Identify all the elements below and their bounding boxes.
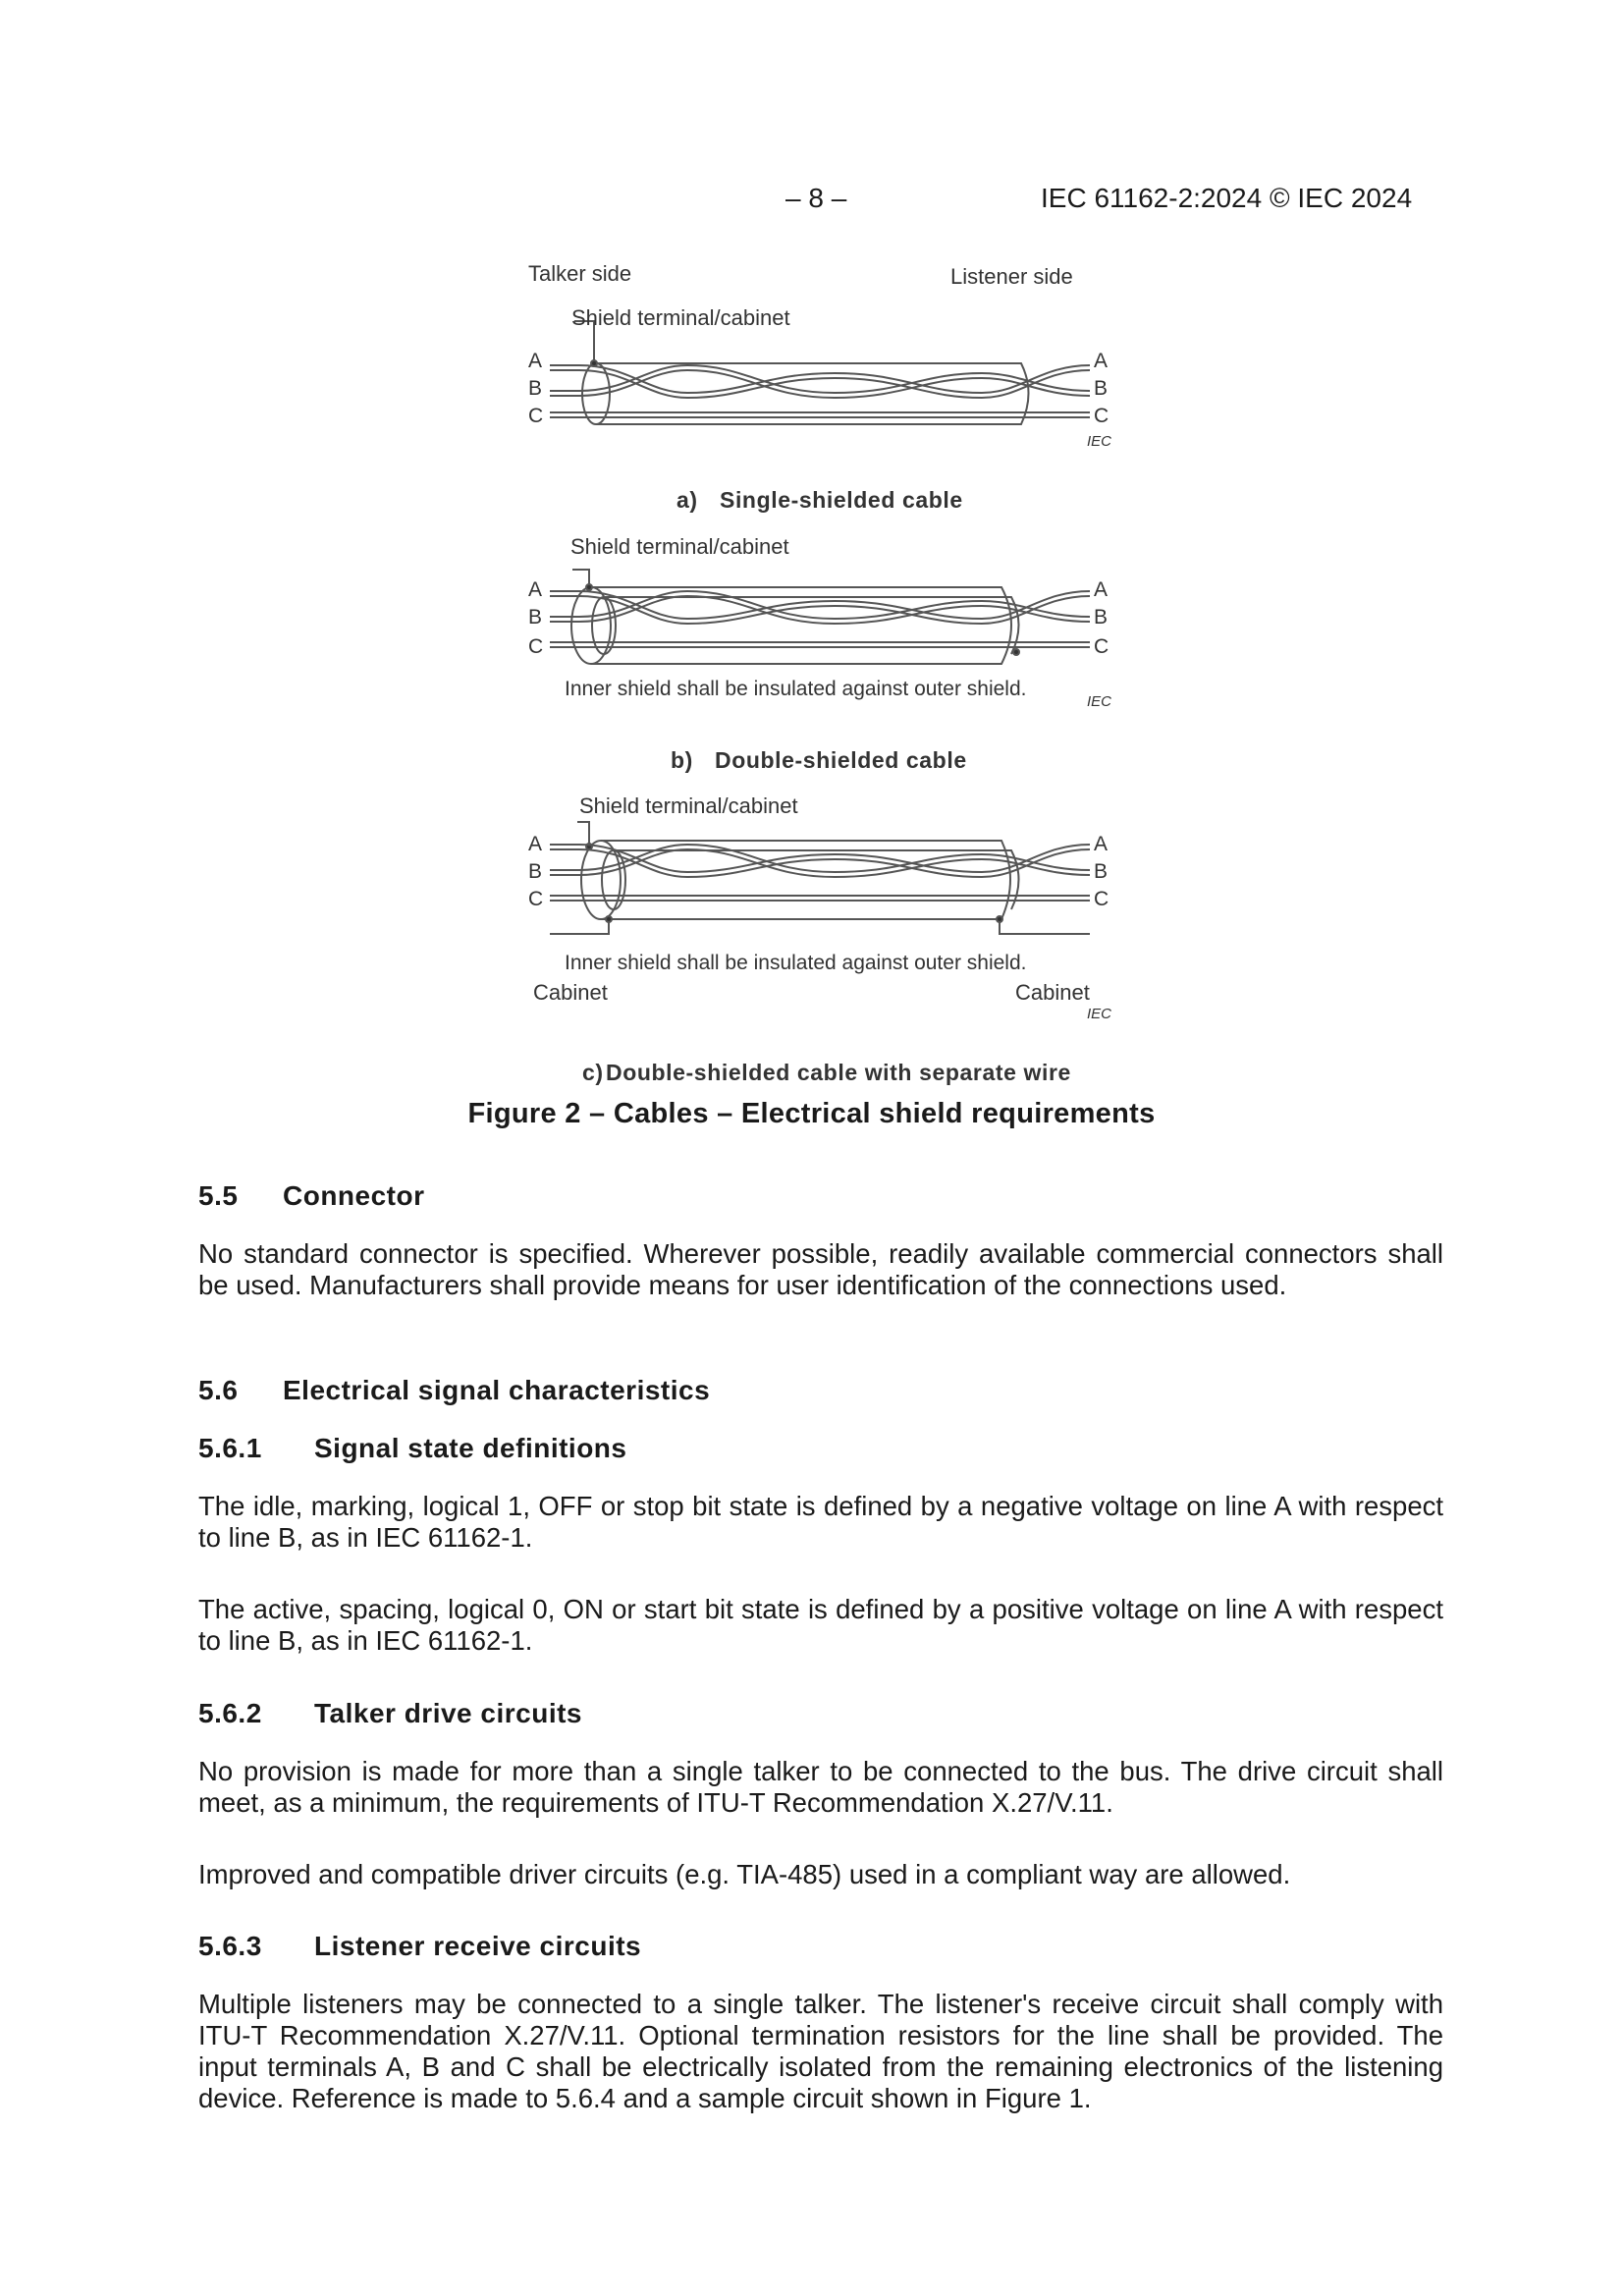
heading-5-6-1-number: 5.6.1 bbox=[198, 1433, 262, 1463]
heading-5-6-1-title: Signal state definitions bbox=[314, 1433, 627, 1463]
caption-c-text: Double-shielded cable with separate wire bbox=[606, 1060, 1071, 1085]
iec-mark-c: IEC bbox=[1087, 1006, 1112, 1022]
label-shield-terminal-b: Shield terminal/cabinet bbox=[570, 534, 789, 559]
caption-b-text: Double-shielded cable bbox=[715, 747, 967, 773]
panel-a-drawing bbox=[550, 321, 1090, 424]
label-a-left-a: A bbox=[528, 350, 543, 372]
heading-5-6-2-title: Talker drive circuits bbox=[314, 1698, 582, 1728]
label-c-right-b: B bbox=[1094, 860, 1109, 883]
label-a-right-c: C bbox=[1094, 405, 1109, 427]
label-c-left-c: C bbox=[528, 888, 544, 910]
iec-mark-a: IEC bbox=[1087, 433, 1112, 450]
heading-5-5-number: 5.5 bbox=[198, 1180, 239, 1211]
para-5-6-1-a: The idle, marking, logical 1, OFF or stop bit state is defined by a negative voltage on line A with respect to line B, as in IEC 61162-1. bbox=[198, 1491, 1443, 1553]
heading-5-6-2 bbox=[198, 1698, 582, 1729]
label-b-right-b: B bbox=[1094, 606, 1109, 629]
label-a-right-b: B bbox=[1094, 377, 1109, 400]
label-c-left-a: A bbox=[528, 833, 543, 855]
panel-b-drawing bbox=[550, 570, 1090, 664]
caption-a-text: Single-shielded cable bbox=[720, 487, 963, 513]
caption-a-letter: a) bbox=[676, 487, 698, 513]
label-talker-side: Talker side bbox=[528, 261, 632, 286]
para-5-5: No standard connector is specified. Wherever possible, readily available commercial connectors shall be used. Manufacturers shall provide means for user identification of the connections used. bbox=[198, 1238, 1443, 1300]
heading-5-6-2-number: 5.6.2 bbox=[198, 1698, 262, 1728]
panel-c-drawing bbox=[550, 822, 1090, 934]
label-shield-terminal-c: Shield terminal/cabinet bbox=[579, 793, 798, 818]
para-5-6-1-b: The active, spacing, logical 0, ON or start bit state is defined by a positive voltage on line A with respect to line B, as in IEC 61162-1. bbox=[198, 1594, 1443, 1656]
heading-5-5 bbox=[198, 1180, 425, 1212]
para-5-6-2-b: Improved and compatible driver circuits (e.g. TIA-485) used in a compliant way are allowed. bbox=[198, 1859, 1291, 1889]
heading-5-6-title: Electrical signal characteristics bbox=[283, 1375, 711, 1405]
document-id: IEC 61162-2:2024 © IEC 2024 bbox=[1041, 183, 1413, 213]
heading-5-6-3-title: Listener receive circuits bbox=[314, 1931, 642, 1961]
iec-mark-b: IEC bbox=[1087, 693, 1112, 710]
heading-5-6-number: 5.6 bbox=[198, 1375, 239, 1405]
figure-cables-shield bbox=[0, 0, 1623, 1090]
label-shield-terminal-a: Shield terminal/cabinet bbox=[571, 305, 790, 330]
label-b-left-a: A bbox=[528, 578, 543, 601]
label-c-right-c: C bbox=[1094, 888, 1109, 910]
label-cabinet-right: Cabinet bbox=[1015, 980, 1090, 1005]
note-insulation-b: Inner shield shall be insulated against outer shield. bbox=[565, 678, 1027, 700]
label-listener-side: Listener side bbox=[950, 264, 1073, 289]
label-c-right-a: A bbox=[1094, 833, 1109, 855]
label-a-right-a: A bbox=[1094, 350, 1109, 372]
label-b-left-c: C bbox=[528, 635, 544, 658]
para-5-6-3: Multiple listeners may be connected to a single talker. The listener's receive circuit shall comply with ITU-T Recommendation X.27/V.11. Optional termination resistors for the line shall be provided. The input terminals A, B and C shall be electrically isolated from the remaining electronics of the listening device. Reference is made to 5.6.4 and a sample circuit shown in Figure 1. bbox=[198, 1989, 1443, 2113]
page-number: – 8 – bbox=[785, 183, 847, 213]
label-c-left-b: B bbox=[528, 860, 543, 883]
heading-5-6-3 bbox=[198, 1931, 641, 1962]
label-b-right-a: A bbox=[1094, 578, 1109, 601]
label-a-left-c: C bbox=[528, 405, 544, 427]
label-b-left-b: B bbox=[528, 606, 543, 629]
label-b-right-c: C bbox=[1094, 635, 1109, 658]
note-insulation-c: Inner shield shall be insulated against outer shield. bbox=[565, 952, 1027, 974]
heading-5-5-title: Connector bbox=[283, 1180, 425, 1211]
para-5-6-2-a: No provision is made for more than a single talker to be connected to the bus. The drive circuit shall meet, as a minimum, the requirements of ITU-T Recommendation X.27/V.11. bbox=[198, 1756, 1443, 1818]
label-cabinet-left: Cabinet bbox=[533, 980, 608, 1005]
heading-5-6 bbox=[198, 1375, 710, 1406]
heading-5-6-1 bbox=[198, 1433, 626, 1464]
caption-b-letter: b) bbox=[671, 747, 693, 773]
caption-c-letter: c) bbox=[582, 1060, 604, 1085]
heading-5-6-3-number: 5.6.3 bbox=[198, 1931, 262, 1961]
label-a-left-b: B bbox=[528, 377, 543, 400]
figure-title: Figure 2 – Cables – Electrical shield requirements bbox=[467, 1098, 1156, 1129]
